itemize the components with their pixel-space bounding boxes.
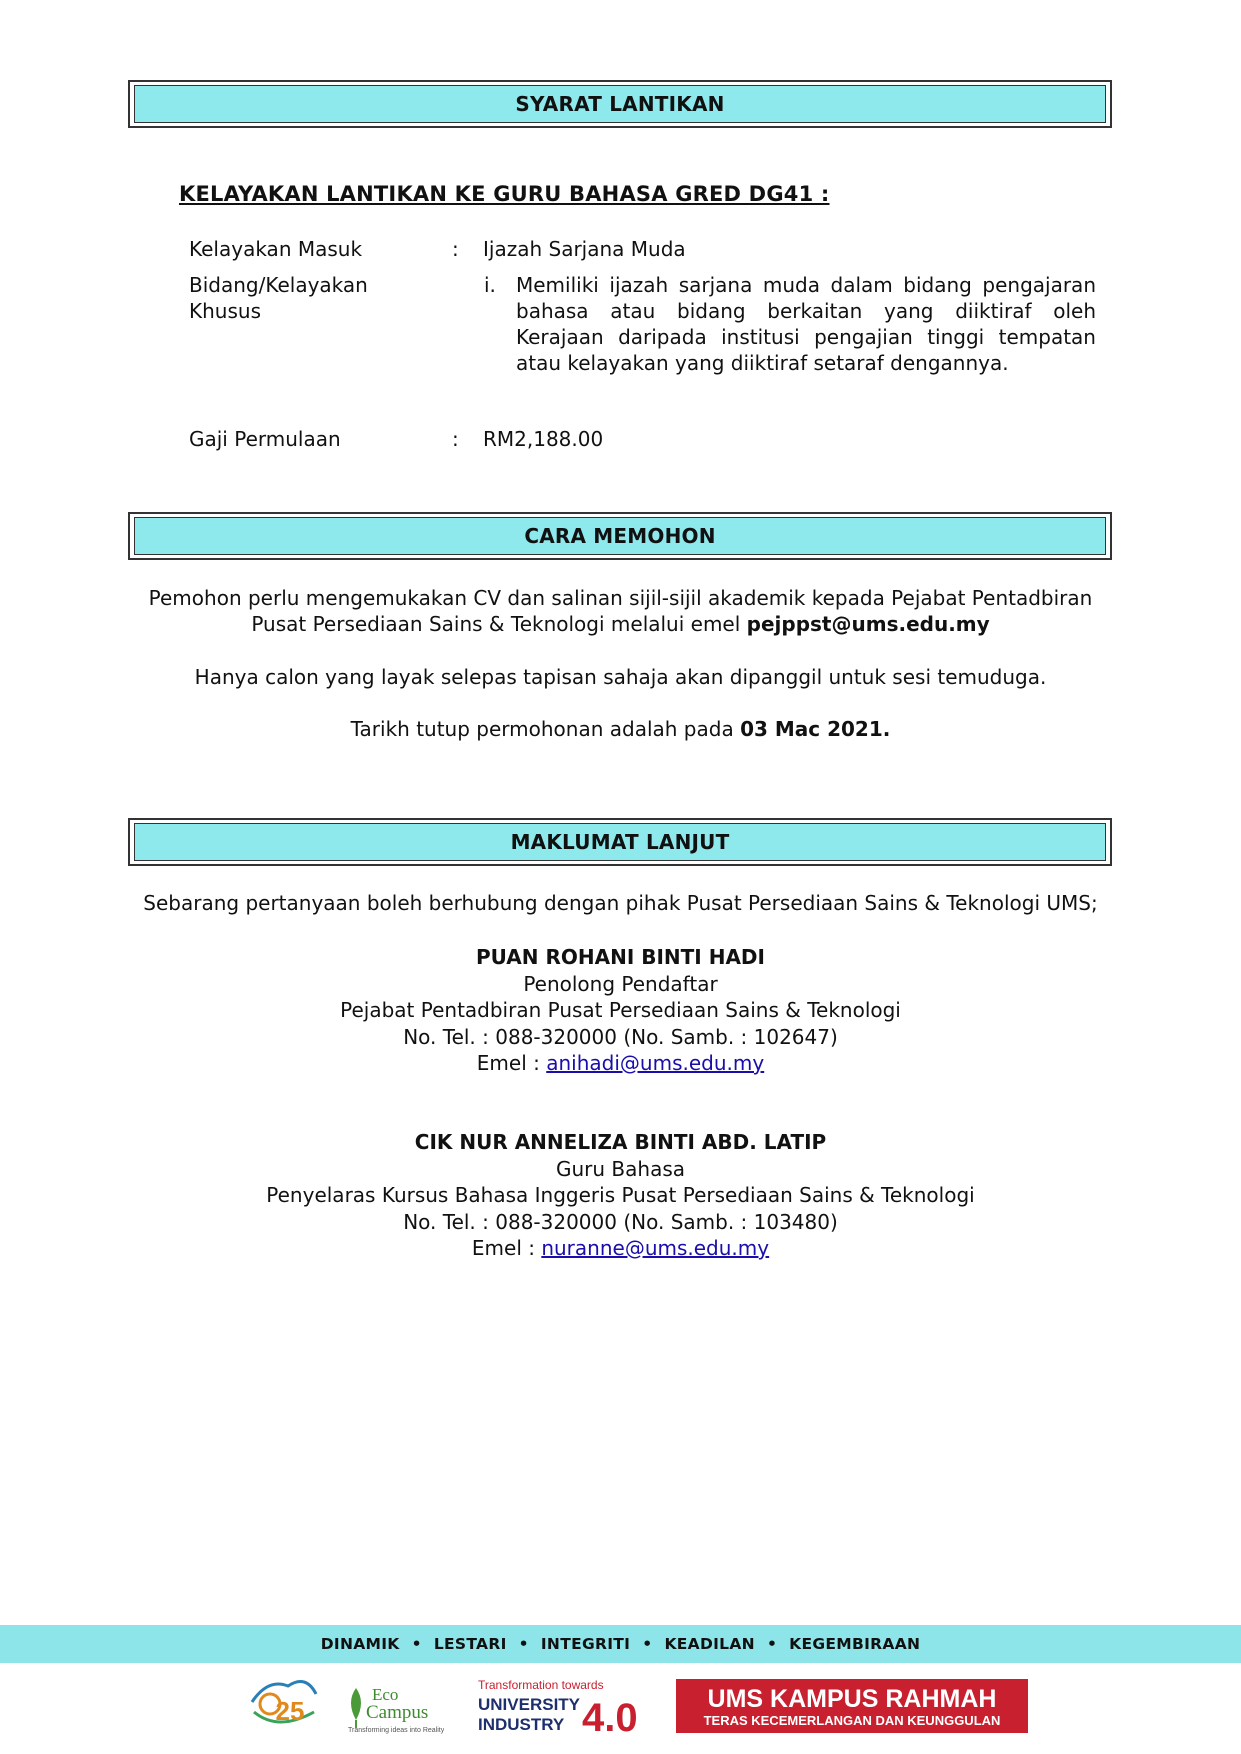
value-dinamik: DINAMIK [320, 1635, 400, 1653]
contact-position: Penolong Pendaftar [523, 971, 718, 996]
application-email: pejppst@ums.edu.my [746, 612, 990, 636]
value-integriti: INTEGRITI [540, 1635, 631, 1653]
gaji-permulaan-label: Gaji Permulaan [189, 427, 341, 451]
uni-line2: INDUSTRY [478, 1715, 565, 1734]
bullet: • [766, 1635, 778, 1653]
ums-title: UMS KAMPUS RAHMAH [707, 1685, 997, 1713]
shortlist-notice: Hanya calon yang layak selepas tapisan sahaja akan dipanggil untuk sesi temuduga. [194, 665, 1047, 689]
eco-line1: Eco [372, 1685, 399, 1704]
contact-email-line [0, 1235, 1241, 1262]
bullet: • [642, 1635, 653, 1653]
contact-block [0, 1129, 1241, 1262]
value-keadilan: KEADILAN [664, 1635, 755, 1653]
gaji-permulaan-colon: : [452, 427, 459, 451]
closing-date: 03 Mac 2021. [740, 717, 891, 741]
ums-kampus-rahmah-logo [676, 1679, 1028, 1733]
kelayakan-masuk-label: Kelayakan Masuk [189, 237, 363, 261]
contact-email-label: Emel : [476, 1051, 547, 1075]
eco-tagline: Transforming ideas into Reality [348, 1727, 444, 1734]
contact-tel: No. Tel. : 088-320000 (No. Samb. : 103480) [403, 1209, 838, 1234]
bullet: • [411, 1635, 422, 1653]
contact-email-link[interactable]: nuranne@ums.edu.my [541, 1236, 770, 1260]
contact-email-label: Emel : [471, 1236, 542, 1260]
syarat-lantikan-header [128, 80, 1112, 128]
core-values-bar [0, 1625, 1241, 1663]
cara-memohon-header [128, 512, 1112, 560]
university-industry-4-logo [476, 1678, 646, 1734]
maklumat-lanjut-title: MAKLUMAT LANJUT [134, 823, 1106, 861]
contact-block [0, 944, 1241, 1077]
kelayakan-masuk-value: Ijazah Sarjana Muda [483, 237, 686, 261]
contact-email-line [0, 1050, 1241, 1077]
contact-name: CIK NUR ANNELIZA BINTI ABD. LATIP [414, 1130, 827, 1154]
uni-line0: Transformation towards [478, 1678, 604, 1692]
contact-email-link[interactable]: anihadi@ums.edu.my [546, 1051, 765, 1075]
bidang-label-line1: Bidang/Kelayakan [189, 273, 368, 297]
uni-line1: UNIVERSITY [478, 1695, 581, 1714]
value-lestari: LESTARI [433, 1635, 507, 1653]
bidang-list-marker: i. [484, 273, 496, 297]
kelayakan-masuk-colon: : [452, 237, 459, 261]
cara-memohon-title: CARA MEMOHON [134, 517, 1106, 555]
anniv-number: 25 [275, 1696, 305, 1726]
bidang-label-line2: Khusus [189, 299, 261, 323]
contact-tel: No. Tel. : 088-320000 (No. Samb. : 102647) [403, 1024, 838, 1049]
eco-campus-logo [342, 1672, 444, 1736]
gaji-permulaan-value: RM2,188.00 [483, 427, 604, 451]
closing-date-text: Tarikh tutup permohonan adalah pada [350, 717, 741, 741]
cara-memohon-line2 [0, 611, 1241, 637]
value-kegembiraan: KEGEMBIRAAN [789, 1635, 921, 1653]
closing-date-line [0, 716, 1241, 742]
bidang-description: Memiliki ijazah sarjana muda dalam bidang pengajaran bahasa atau bidang berkaitan yang diiktiraf oleh Kerajaan daripada institusi pengajian tinggi tempatan atau kelayakan yang diiktiraf setaraf dengannya. [516, 273, 1096, 375]
contact-name: PUAN ROHANI BINTI HADI [476, 945, 765, 969]
anniversary-25-logo [248, 1672, 320, 1736]
cara-memohon-line2-text: Pusat Persediaan Sains & Teknologi melalui emel [251, 612, 747, 636]
contact-office: Pejabat Pentadbiran Pusat Persediaan Sains & Teknologi [340, 998, 901, 1022]
syarat-lantikan-title: SYARAT LANTIKAN [134, 85, 1106, 123]
maklumat-lanjut-header [128, 818, 1112, 866]
qualification-subheading: KELAYAKAN LANTIKAN KE GURU BAHASA GRED DG41 : [179, 182, 830, 206]
eco-line2: Campus [366, 1702, 429, 1723]
contact-position: Guru Bahasa [555, 1156, 685, 1181]
inquiry-intro: Sebarang pertanyaan boleh berhubung dengan pihak Pusat Persediaan Sains & Teknologi UMS; [143, 891, 1098, 915]
cara-memohon-line1: Pemohon perlu mengemukakan CV dan salinan sijil-sijil akademik kepada Pejabat Pentadbiran [148, 586, 1093, 610]
ums-subtitle: TERAS KECEMERLANGAN DAN KEUNGGULAN [703, 1713, 1001, 1728]
bullet: • [518, 1635, 529, 1653]
contact-office: Penyelaras Kursus Bahasa Inggeris Pusat Persediaan Sains & Teknologi [266, 1183, 975, 1207]
uni-big: 4.0 [582, 1696, 638, 1734]
